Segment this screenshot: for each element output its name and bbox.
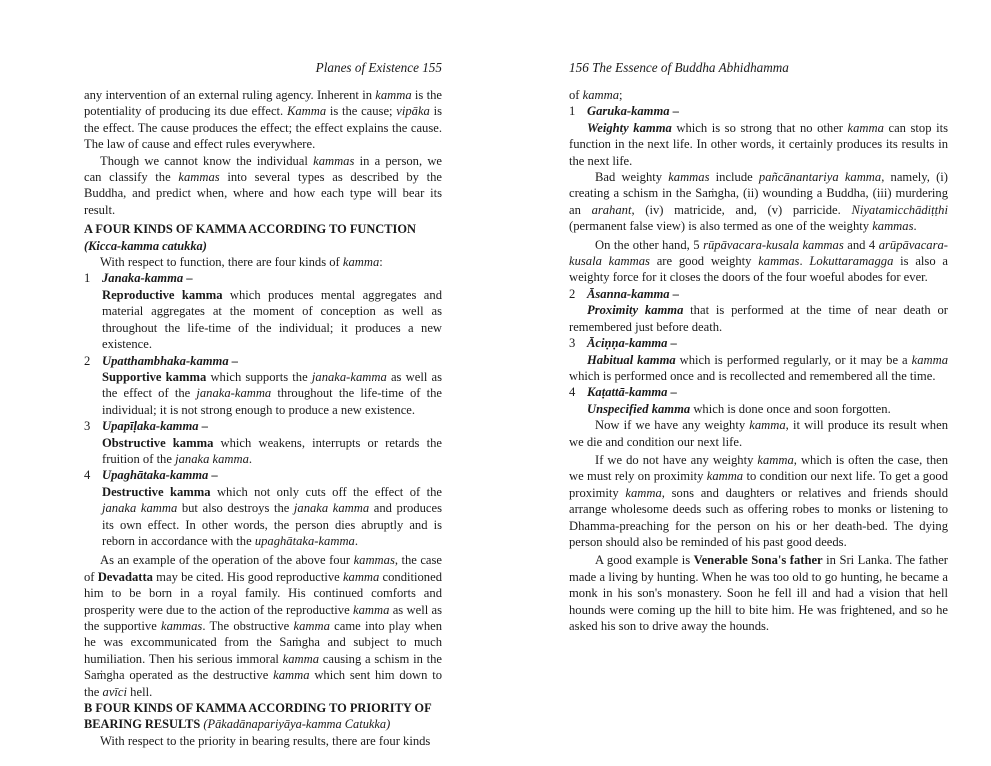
right-page-body [569, 87, 948, 634]
list-item-title: 4 Kaṭattā-kamma – [569, 385, 677, 400]
paragraph: With respect to the priority in bearing results, there are four kinds [100, 733, 431, 748]
section-heading: B FOUR KINDS OF KAMMA ACCORDING TO PRIORITY OF BEARING RESULTS (Pākadānapariyāya-kamma Catukka) [84, 701, 432, 732]
paragraph: As an example of the operation of the above four kammas, the case of Devadatta may be cited. His good reproductive kamma conditioned him to be born in a royal family. His continued comforts and prosperity were due to the action of the reproductive kamma as well as the supportive kammas. The obstructive kamma came into play when he was excommunicated from the Saṁgha and subject to much humiliation. Then his serious immoral kamma causing a schism in the Saṁgha operated as the destructive kamma which sent him down to the avīci hell. [84, 553, 442, 699]
list-item-description: Weighty kamma which is so strong that no other kamma can stop its function in the next life. In other words, it certainly produces its results in the next life. [569, 120, 948, 168]
list-item-description: Obstructive kamma which weakens, interrupts or retards the fruition of the janaka kamma. [102, 435, 442, 466]
list-item-title: 2 Upatthambhaka-kamma – [84, 353, 239, 368]
section-heading: A FOUR KINDS OF KAMMA ACCORDING TO FUNCTION (Kicca-kamma catukka) [84, 222, 416, 253]
list-item-description: Habitual kamma which is performed regularly, or it may be a kamma which is performed once and is recollected and remembered all the time. [569, 352, 948, 383]
right-page-header: 156 The Essence of Buddha Abhidhamma [569, 60, 789, 75]
paragraph: any intervention of an external ruling agency. Inherent in kamma is the potentiality of producing its due effect. Kamma is the cause; vipāka is the effect. The cause produces the effect; the effect explains the cause. The law of cause and effect rules everywhere. [84, 88, 442, 152]
left-page-header: Planes of Existence 155 [315, 60, 442, 75]
list-item-title: 2 Āsanna-kamma – [569, 286, 680, 301]
list-item-description: Destructive kamma which not only cuts off the effect of the janaka kamma but also destroys the janaka kamma and produces its own effect. In other words, the person dies abruptly and is reborn in accordance with the upaghātaka-kamma. [102, 484, 442, 548]
list-item-description: Proximity kamma that is performed at the time of near death or remembered just before death. [569, 303, 949, 334]
paragraph: On the other hand, 5 rūpāvacara-kusala kammas and 4 arūpāvacara-kusala kammas are good weighty kammas. Lokuttaramagga is also a weighty force for it closes the doors of the four woeful abodes for ever. [569, 237, 948, 285]
paragraph: Bad weighty kammas include pañcānantariya kamma, namely, (i) creating a schism in the Saṁgha, (ii) wounding a Buddha, (iii) murdering an arahant, (iv) matricide, and, (v) parricide. Niyatamicchādiṭṭhi (permanent false view) is also termed as one of the weighty kammas. [569, 170, 948, 234]
list-item-description: Supportive kamma which supports the janaka-kamma as well as the effect of the janaka-kamma throughout the life-time of the individual; it is not strong enough to produce a new existence. [102, 369, 442, 417]
paragraph: If we do not have any weighty kamma, which is often the case, then we must rely on proximity kamma to condition our next life. To get a good proximity kamma, sons and daughters or relatives and friends should arrange wholesome deeds such as offering robes to monks or listening to Dhamma-preaching for the person on his or her death-bed. The dying person should also be reminded of his past good deeds. [569, 452, 948, 549]
list-item-title: 4 Upaghātaka-kamma – [84, 468, 218, 483]
list-item-description: Unspecified kamma which is done once and soon forgotten. [587, 401, 891, 416]
list-item-description: Reproductive kamma which produces mental aggregates and material aggregates at the moment of conception as well as throughout the life-time of the individual; it produces a new existence. [102, 287, 442, 352]
paragraph: A good example is Venerable Sona's father in Sri Lanka. The father made a living by hunting. When he was too old to go hunting, he became a monk in his son's monastery. Soon he fell ill and had a vision that hell hounds were coming up the hill to bite him. He was frightened, and so he asked his son to drive away the hounds. [569, 553, 948, 633]
list-item-title: 3 Upapīḷaka-kamma – [84, 419, 208, 434]
left-page-body [84, 87, 442, 749]
list-item-title: 3 Āciṇṇa-kamma – [569, 336, 677, 351]
paragraph: of kamma; [569, 88, 623, 102]
paragraph: Though we cannot know the individual kammas in a person, we can classify the kammas into several types as described by the Buddha, and predict when, where and how each type will bear its result. [84, 153, 443, 217]
list-item-title: 1 Garuka-kamma – [569, 104, 680, 119]
paragraph: With respect to function, there are four kinds of kamma: [100, 255, 383, 270]
list-item-title: 1 Janaka-kamma – [84, 271, 193, 286]
paragraph: Now if we have any weighty kamma, it will produce its result when we die and condition our next life. [569, 418, 948, 449]
